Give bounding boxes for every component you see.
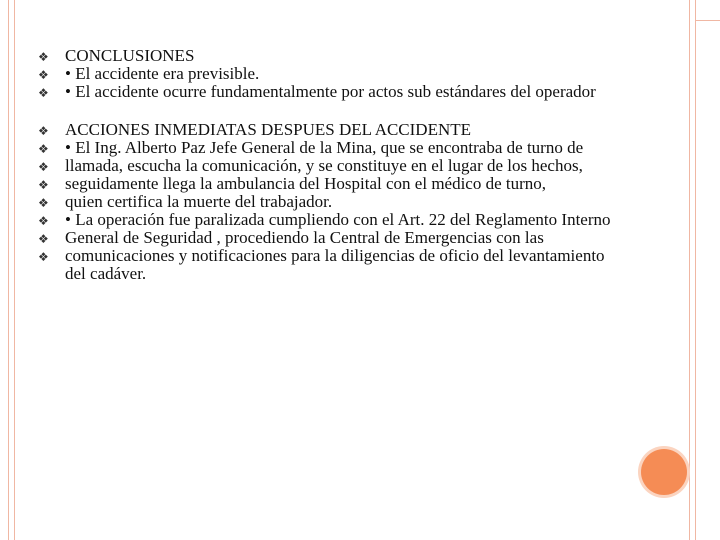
frame-line-left-outer <box>8 0 9 540</box>
bullet-item <box>38 157 628 175</box>
action-text: llamada, escucha la comunicación, y se constituye en el lugar de los hechos, <box>65 156 583 175</box>
bullet-item <box>38 65 628 83</box>
diamond-bullet-icon: ❖ <box>38 196 49 210</box>
actions-section <box>38 121 628 283</box>
diamond-bullet-icon: ❖ <box>38 232 49 246</box>
diamond-bullet-icon: ❖ <box>38 68 49 82</box>
action-text: quien certifica la muerte del trabajador. <box>65 192 333 211</box>
conclusions-heading: CONCLUSIONES <box>65 46 195 65</box>
action-text: • La operación fue paralizada cumpliendo con el Art. 22 del Reglamento Interno <box>65 210 611 229</box>
bullet-item <box>38 229 628 247</box>
bullet-item <box>38 139 628 157</box>
actions-heading: ACCIONES INMEDIATAS DESPUES DEL ACCIDENTE <box>65 120 472 139</box>
bullet-item <box>38 121 628 139</box>
diamond-bullet-icon: ❖ <box>38 86 49 100</box>
frame-line-right-inner <box>689 0 690 540</box>
slide-content <box>38 47 628 283</box>
conclusions-section <box>38 47 628 101</box>
diamond-bullet-icon: ❖ <box>38 160 49 174</box>
diamond-bullet-icon: ❖ <box>38 250 49 264</box>
conclusion-text: • El accidente ocurre fundamentalmente por actos sub estándares del operador <box>65 82 596 101</box>
frame-line-left-inner <box>14 0 15 540</box>
section-gap <box>38 101 628 121</box>
conclusion-text: • El accidente era previsible. <box>65 64 260 83</box>
bullet-item <box>38 83 628 101</box>
bullet-item <box>38 211 628 229</box>
bullet-item <box>38 175 628 193</box>
action-text: • El Ing. Alberto Paz Jefe General de la Mina, que se encontraba de turno de <box>65 138 584 157</box>
bullet-item <box>38 47 628 65</box>
bullet-item <box>38 247 628 283</box>
diamond-bullet-icon: ❖ <box>38 178 49 192</box>
frame-line-top-right <box>695 20 720 21</box>
frame-line-right-outer <box>695 0 696 540</box>
diamond-bullet-icon: ❖ <box>38 142 49 156</box>
diamond-bullet-icon: ❖ <box>38 124 49 138</box>
bullet-item <box>38 193 628 211</box>
accent-circle <box>641 449 687 495</box>
action-text: General de Seguridad , procediendo la Central de Emergencias con las <box>65 228 544 247</box>
action-text: comunicaciones y notificaciones para la diligencias de oficio del levantamiento del cadáver. <box>65 246 605 283</box>
diamond-bullet-icon: ❖ <box>38 214 49 228</box>
diamond-bullet-icon: ❖ <box>38 50 49 64</box>
action-text: seguidamente llega la ambulancia del Hospital con el médico de turno, <box>65 174 547 193</box>
